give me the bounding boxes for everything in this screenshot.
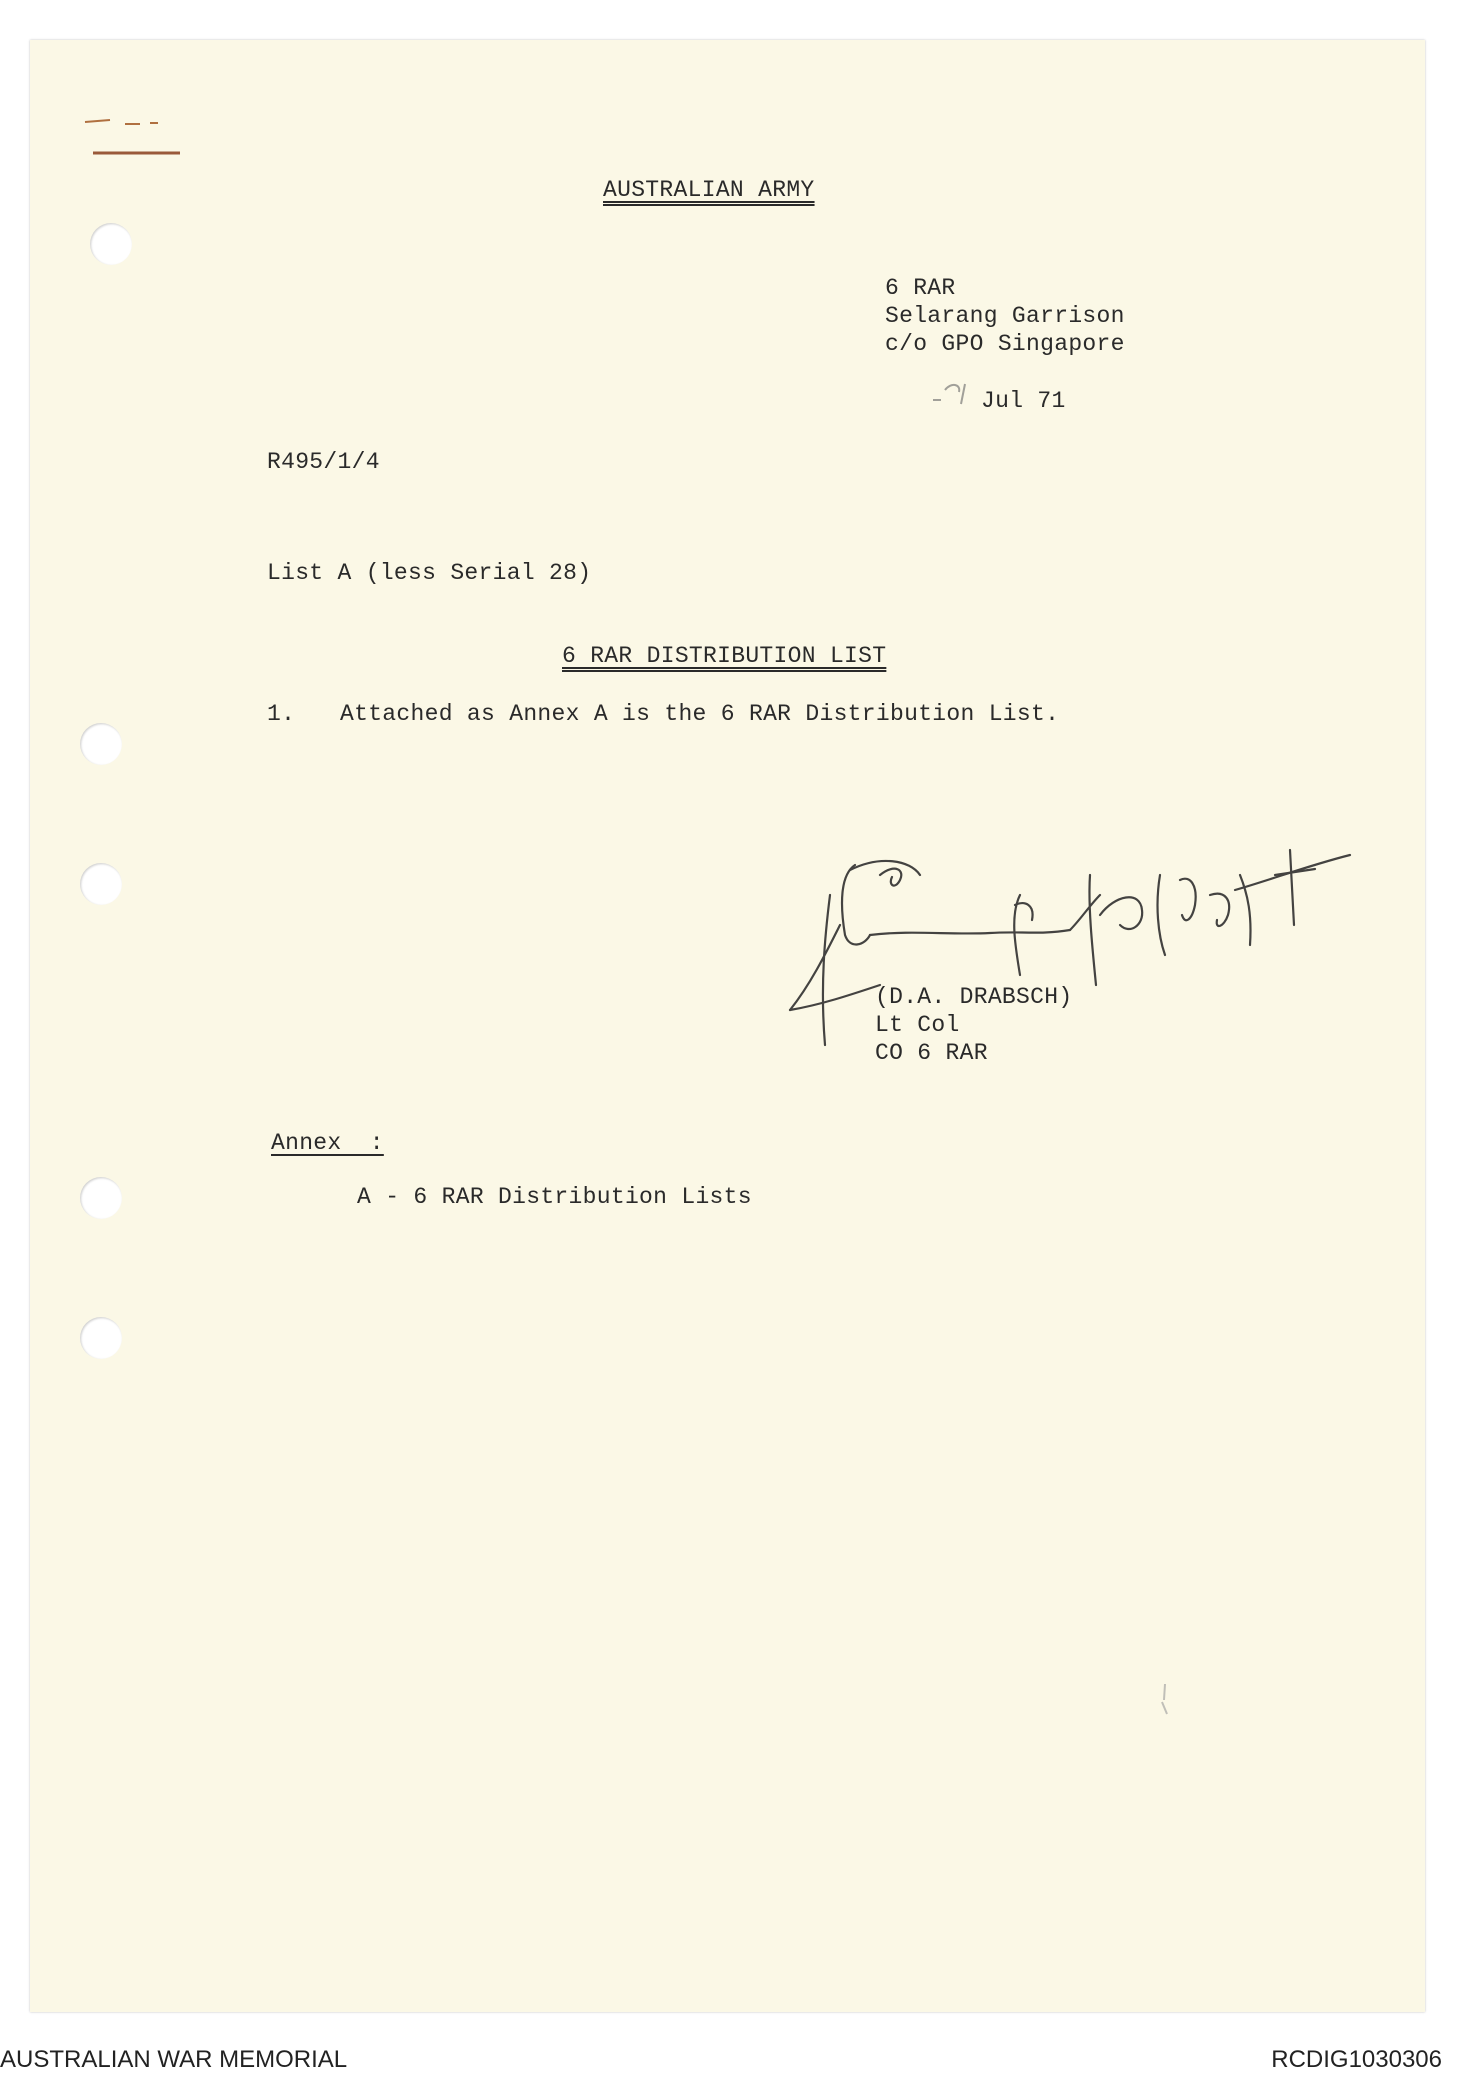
letterhead-title: AUSTRALIAN ARMY <box>603 177 815 203</box>
paragraph-text: Attached as Annex A is the 6 RAR Distribution List. <box>340 701 1060 727</box>
small-ink-mark <box>1155 1680 1175 1720</box>
signatory-position: CO 6 RAR <box>875 1040 988 1066</box>
punch-hole-5 <box>80 1317 122 1359</box>
punch-hole-2 <box>80 723 122 765</box>
pencil-mark <box>70 110 180 160</box>
subject-heading: 6 RAR DISTRIBUTION LIST <box>562 643 887 669</box>
signatory-name: (D.A. DRABSCH) <box>875 984 1073 1010</box>
sender-postal: c/o GPO Singapore <box>885 331 1125 357</box>
punch-hole-1 <box>90 223 132 265</box>
signatory-rank: Lt Col <box>875 1012 960 1038</box>
distribution-line: List A (less Serial 28) <box>267 560 592 586</box>
sender-location: Selarang Garrison <box>885 303 1125 329</box>
sender-unit: 6 RAR <box>885 275 956 301</box>
punch-hole-3 <box>80 863 122 905</box>
footer-archive-name: AUSTRALIAN WAR MEMORIAL <box>0 2046 348 2073</box>
footer-record-id: RCDIG1030306 <box>1271 2046 1442 2073</box>
handwritten-signature <box>770 835 1360 1105</box>
paragraph-number: 1. <box>267 701 296 727</box>
file-reference: R495/1/4 <box>267 449 380 475</box>
annex-label: Annex : <box>271 1130 384 1156</box>
date-day-scribble <box>925 372 985 412</box>
letter-date: Jul 71 <box>981 388 1066 414</box>
annex-item: A - 6 RAR Distribution Lists <box>357 1184 752 1210</box>
punch-hole-4 <box>80 1177 122 1219</box>
